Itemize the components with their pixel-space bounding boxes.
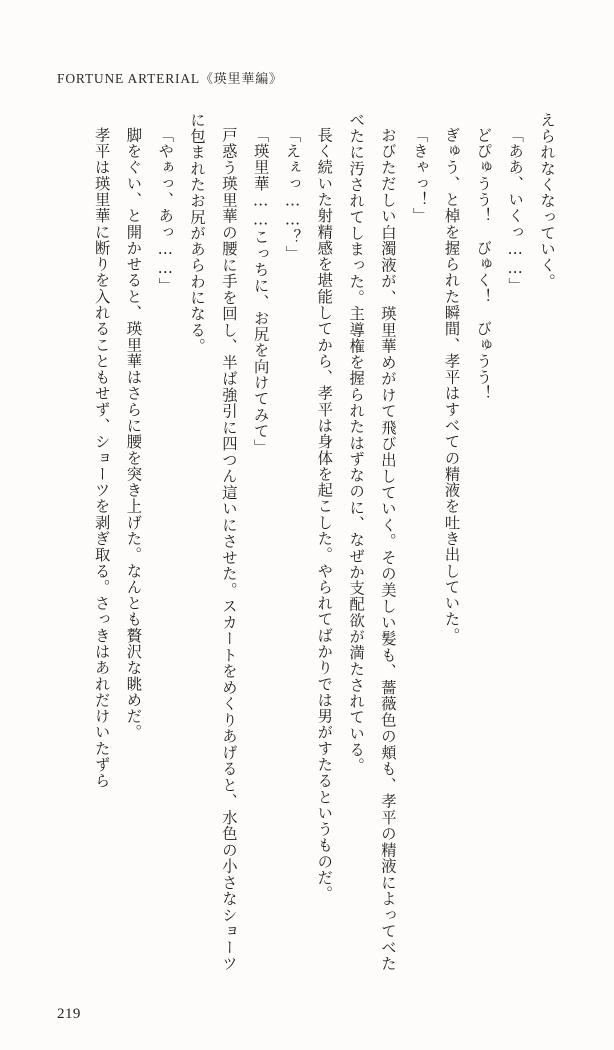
paragraph: 「やぁっ、あっ……」 [156,127,175,295]
paragraph: 長く続いた射精感を堪能してから、孝平は身体を起こした。やられてばかりでは男がすたるというものだ。 [315,127,334,903]
body-text-block [42,112,562,972]
paragraph: ぎゅう、と棹を握られた瞬間、孝平はすべての精液を吐き出していた。 [442,127,461,644]
paragraph: 戸惑う瑛里華の腰に手を回し、半ば強引に四つん這いにさせた。スカートをめくりあげると、水色の小さなショーツに包まれたお尻があらわになる。 [188,112,238,972]
paragraph: どぴゅうう！ びゅく！ びゅうう！ [474,127,493,402]
paragraph: 孝平は瑛里華に断りを入れることもせず、ショーツを剥ぎ取る。さっきはあれだけいたずら [92,127,111,790]
header-chapter-title: 《瑛里華編》 [199,72,283,87]
paragraph: 「えぇっ……？」 [283,127,302,262]
header-series-title: FORTUNE ARTERIAL [57,71,200,86]
paragraph: 「きゃっ！」 [410,127,429,225]
paragraph: 「瑛里華……こっちに、お尻を向けてみて」 [251,127,270,456]
running-header [57,68,283,87]
paragraph: えられなくなっていく。 [538,112,556,290]
paragraph: おびただしい白濁液が、瑛里華めがけて飛び出していく。その美しい髪も、薔薇色の頬も、孝平の精液によってべたべたに汚されてしまった。主導権を握られたはずなのに、なぜか支配欲が満たされている。 [347,112,397,972]
paragraph: 「ああ、いくっ……」 [506,127,525,295]
page-number: 219 [57,1006,81,1022]
paragraph: 脚をぐい、と開かせると、瑛里華はさらに腰を突き上げた。なんとも贅沢な眺めだ。 [124,127,143,741]
